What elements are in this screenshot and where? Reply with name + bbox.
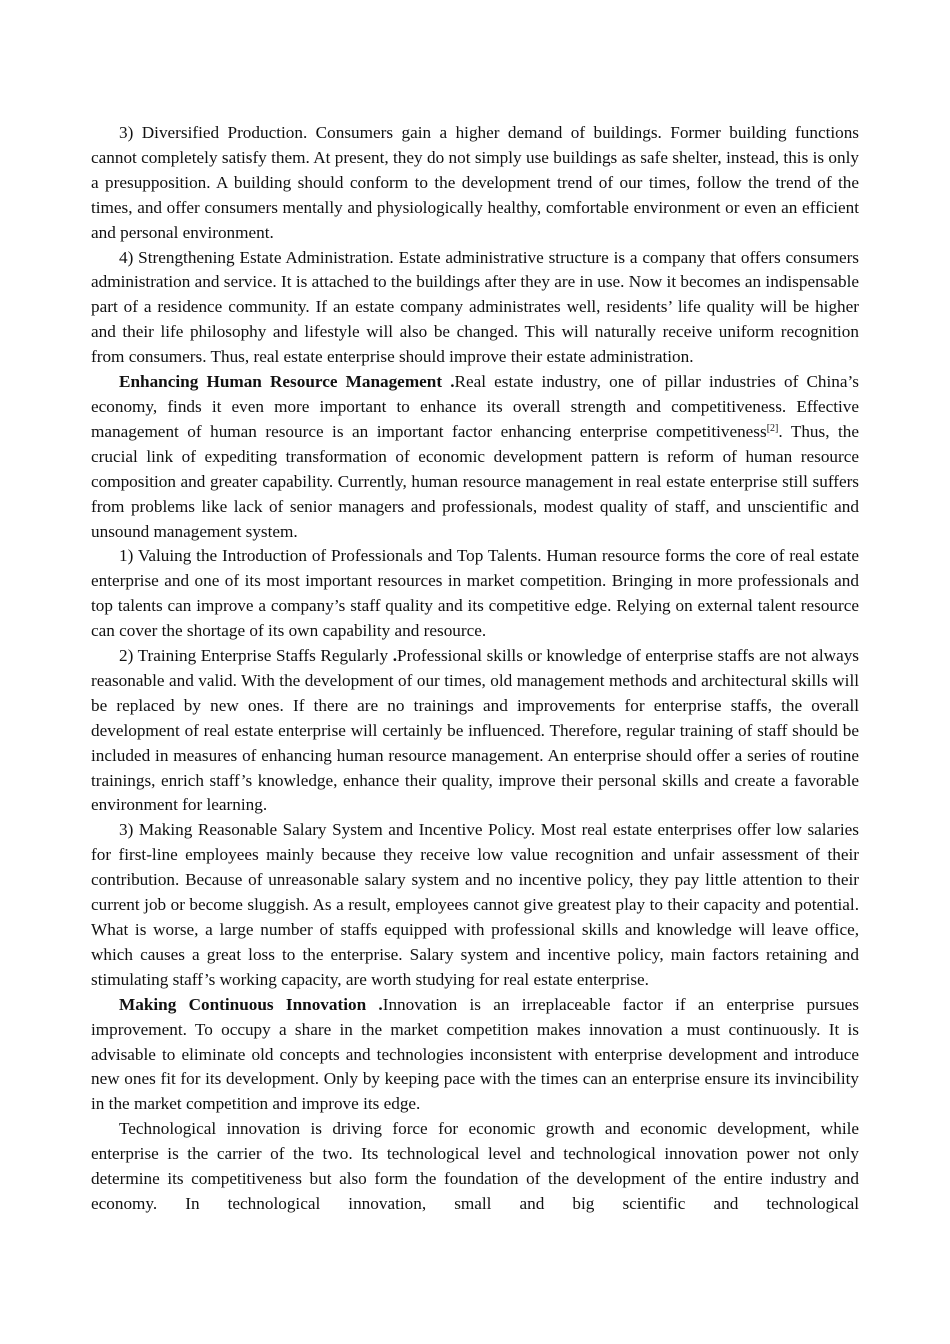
paragraph-lead: 2) Training Enterprise Staffs Regularly bbox=[119, 646, 393, 666]
paragraph-human-resource-management bbox=[91, 370, 859, 544]
paragraph-introduction-of-professionals: 1) Valuing the Introduction of Professionals and Top Talents. Human resource forms the core of real estate enterprise and one of its most important resources in market competition. Bringing in more professionals and top talents can improve a company’s staff quality and its competitive edge. Relying on external talent resource can cover the shortage of its own capability and resource. bbox=[91, 546, 859, 641]
paragraph-text: Innovation is an irreplaceable factor if an enterprise pursues improvement. To occupy a share in the market competition makes innovation a must continuously. It is advisable to eliminate old concepts and technologies inconsistent with enterprise development and introduce new ones fit for its development. Only by keeping pace with the times can an enterprise ensure its invincibility in the market competition and improve its edge. bbox=[91, 994, 859, 1114]
paragraph-technological-innovation: Technological innovation is driving force for economic growth and economic development, while enterprise is the carrier of the two. Its technological level and technological innovation power not only determine its competitiveness but also form the foundation of the development of the entire industry and economy. In technological innovation, small and big scientific and technological bbox=[91, 1119, 859, 1213]
document-page bbox=[91, 121, 859, 1217]
citation-reference: [2] bbox=[766, 422, 779, 434]
paragraph-text: Real estate industry, one of pillar industries of China’s economy, finds it even more important to enhance its overall strength and competitiveness. Effective management of human resource is an important factor enhancing enterprise competitiveness bbox=[91, 372, 859, 441]
section-heading-innovation: Making Continuous Innovation . bbox=[119, 994, 383, 1014]
paragraph-training-staffs bbox=[91, 644, 859, 818]
paragraph-text: . Thus, the crucial link of expediting transformation of economic development pattern is reform of human resource composition and greater capability. Currently, human resource management in real estate enterprise still suffers from problems like lack of senior managers and professionals, modest quality of staff, and unscientific and unsound management system. bbox=[91, 421, 859, 541]
paragraph-text: Professional skills or knowledge of enterprise staffs are not always reasonable and valid. With the development of our times, old management methods and architectural skills will be replaced by new ones. If there are no trainings and improvements for enterprise staffs, the overall development of real estate enterprise will certainly be influenced. Therefore, regular training of staff should be included in measures of enhancing human resource management. An enterprise should offer a series of routine trainings, enrich staff’s knowledge, enhance their quality, improve their personal skills and create a favorable environment for learning. bbox=[91, 646, 860, 815]
paragraph-salary-system: 3) Making Reasonable Salary System and Incentive Policy. Most real estate enterprises offer low salaries for first-line employees mainly because they receive low value recognition and unfair assessment of their contribution. Because of unreasonable salary system and no incentive policy, they pay little attention to their current job or become sluggish. As a result, employees cannot give greatest play to their capacity and potential. What is worse, a large number of staffs equipped with professional skills and knowledge will leave office, which causes a great loss to the enterprise. Salary system and incentive policy, main factors retaining and stimulating staff’s working capacity, are worth studying for real estate enterprise. bbox=[91, 820, 859, 989]
paragraph-estate-administration: 4) Strengthening Estate Administration. Estate administrative structure is a company that offers consumers administration and service. It is attached to the buildings after they are in use. Now it becomes an indispensable part of a residence community. If an estate company administrates well, residents’ life quality will be higher and their life philosophy and lifestyle will also be changed. This will naturally receive uniform recognition from consumers. Thus, real estate enterprise should improve their estate administration. bbox=[91, 247, 859, 367]
section-heading-human-resource: Enhancing Human Resource Management . bbox=[119, 372, 455, 392]
paragraph-lead-period: . bbox=[392, 646, 398, 666]
paragraph-continuous-innovation bbox=[91, 993, 859, 1118]
paragraph-diversified-production: 3) Diversified Production. Consumers gain a higher demand of buildings. Former building functions cannot completely satisfy them. At present, they do not simply use buildings as safe shelter, instead, this is only a presupposition. A building should conform to the development trend of our times, follow the trend of the times, and offer consumers mentally and physiologically healthy, comfortable environment or even an efficient and personal environment. bbox=[91, 123, 859, 242]
